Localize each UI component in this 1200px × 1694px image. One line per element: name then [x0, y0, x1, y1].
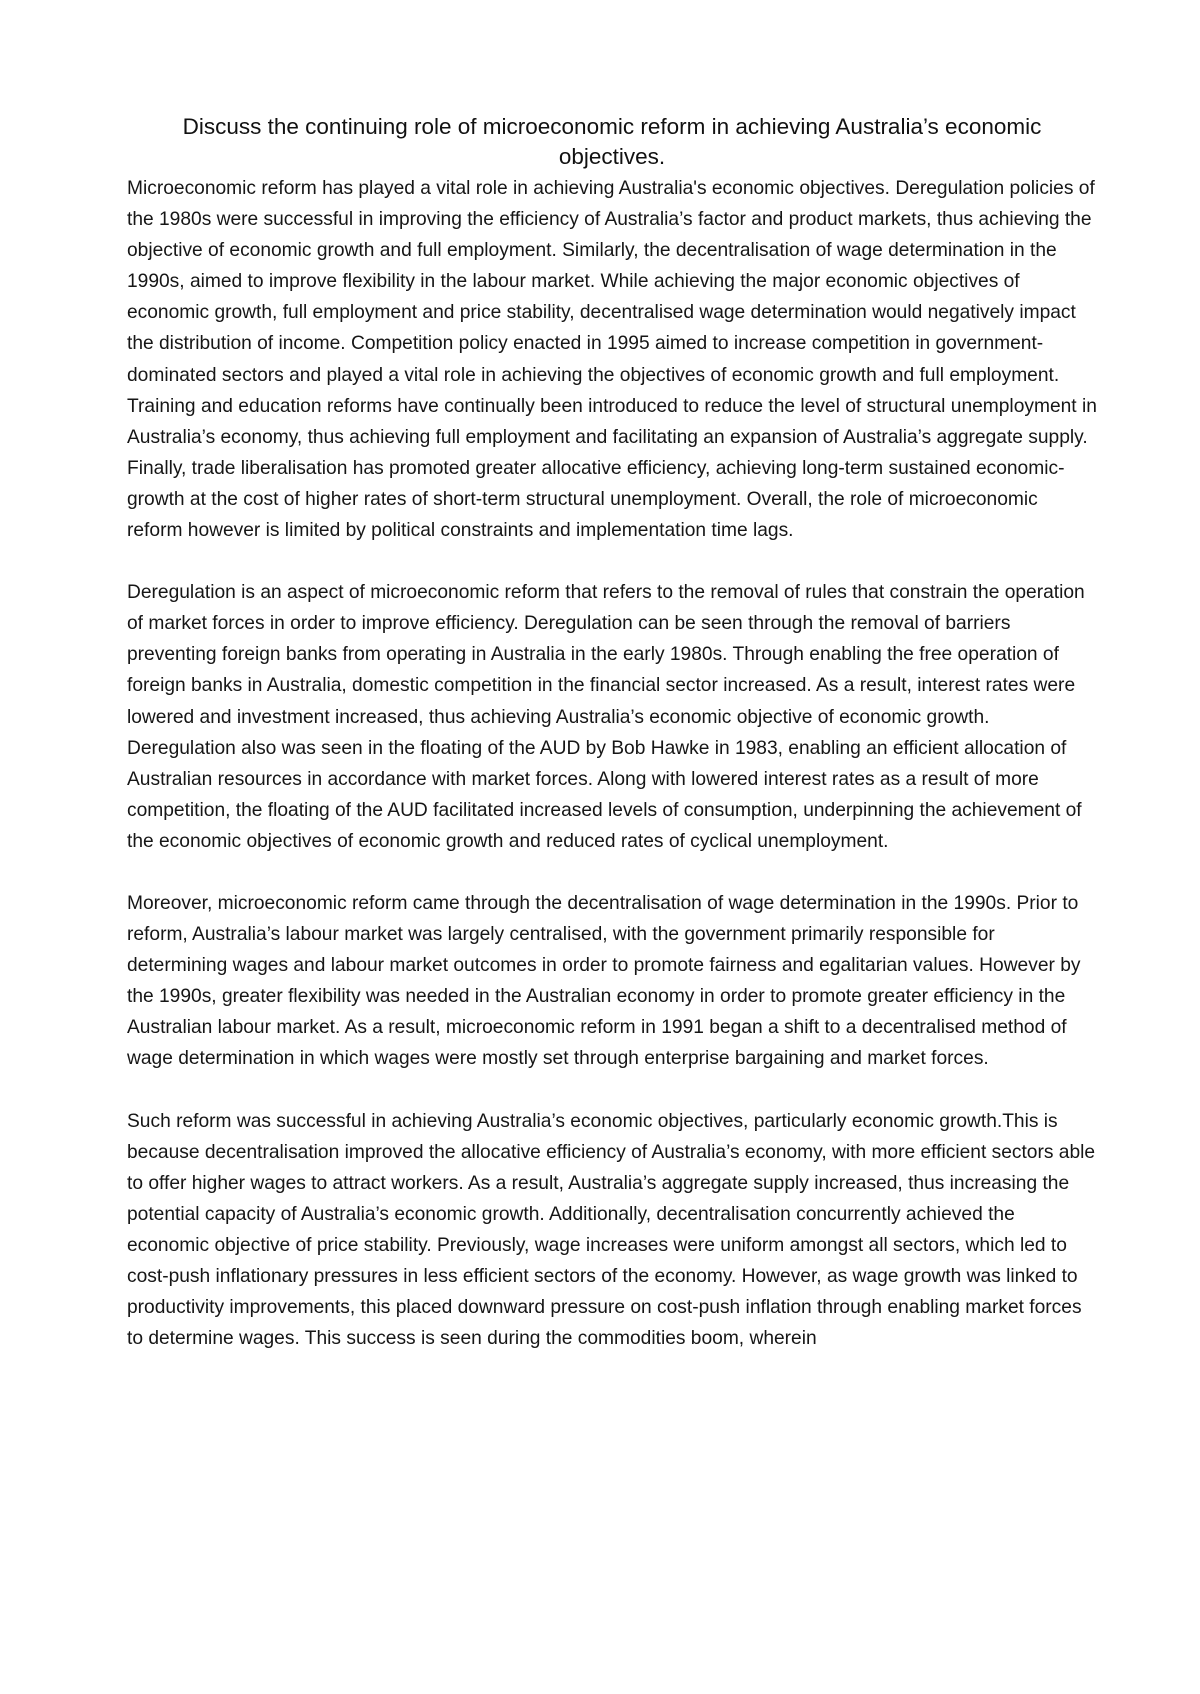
paragraph-reform-success: Such reform was successful in achieving Australia’s economic objectives, particularly economic growth.This is because decentralisation improved the allocative efficiency of Australia’s economy, with more efficient sectors able to offer higher wages to attract workers. As a result, Australia’s aggregate supply increased, thus increasing the potential capacity of Australia’s economic growth. Additionally, decentralisation concurrently achieved the economic objective of price stability. Previously, wage increases were uniform amongst all sectors, which led to cost-push inflationary pressures in less efficient sectors of the economy. However, as wage growth was linked to productivity improvements, this placed downward pressure on cost-push inflation through enabling market forces to determine wages. This success is seen during the commodities boom, wherein	[127, 1110, 1096, 1350]
document-title: Discuss the continuing role of microeconomic reform in achieving Australia’s economic objectives.	[182, 114, 1042, 169]
paragraph-deregulation: Deregulation is an aspect of microeconomic reform that refers to the removal of rules that constrain the operation of market forces in order to improve efficiency. Deregulation can be seen through the removal of barriers preventing foreign banks from operating in Australia in the early 1980s. Through enabling the free operation of foreign banks in Australia, domestic competition in the financial sector increased. As a result, interest rates were lowered and investment increased, thus achieving Australia’s economic objective of economic growth. Deregulation also was seen in the floating of the AUD by Bob Hawke in 1983, enabling an efficient allocation of Australian resources in accordance with market forces. Along with lowered interest rates as a result of more competition, the floating of the AUD facilitated increased levels of consumption, underpinning the achievement of the economic objectives of economic growth and reduced rates of cyclical unemployment.	[127, 582, 1085, 852]
paragraph-wage-decentralisation: Moreover, microeconomic reform came through the decentralisation of wage determination in the 1990s. Prior to reform, Australia’s labour market was largely centralised, with the government primarily responsible for determining wages and labour market outcomes in order to promote fairness and egalitarian values. However by the 1990s, greater flexibility was needed in the Australian economy in order to promote greater efficiency in the Australian labour market. As a result, microeconomic reform in 1991 began a shift to a decentralised method of wage determination in which wages were mostly set through enterprise bargaining and market forces.	[127, 892, 1081, 1070]
document-body	[127, 112, 1097, 1354]
paragraph-introduction: Microeconomic reform has played a vital role in achieving Australia's economic objectives. Deregulation policies of the 1980s were successful in improving the efficiency of Australia’s factor and product markets, thus achieving the objective of economic growth and full employment. Similarly, the decentralisation of wage determination in the 1990s, aimed to improve flexibility in the labour market. While achieving the major economic objectives of economic growth, full employment and price stability, decentralised wage determination would negatively impact the distribution of income. Competition policy enacted in 1995 aimed to increase competition in government-dominated sectors and played a vital role in achieving the objectives of economic growth and full employment. Training and education reforms have continually been introduced to reduce the level of structural unemployment in Australia’s economy, thus achieving full employment and facilitating an expansion of Australia’s aggregate supply. Finally, trade liberalisation has promoted greater allocative efficiency, achieving long-term sustained economic-growth at the cost of higher rates of short-term structural unemployment. Overall, the role of microeconomic reform however is limited by political constraints and implementation time lags.	[127, 178, 1097, 542]
